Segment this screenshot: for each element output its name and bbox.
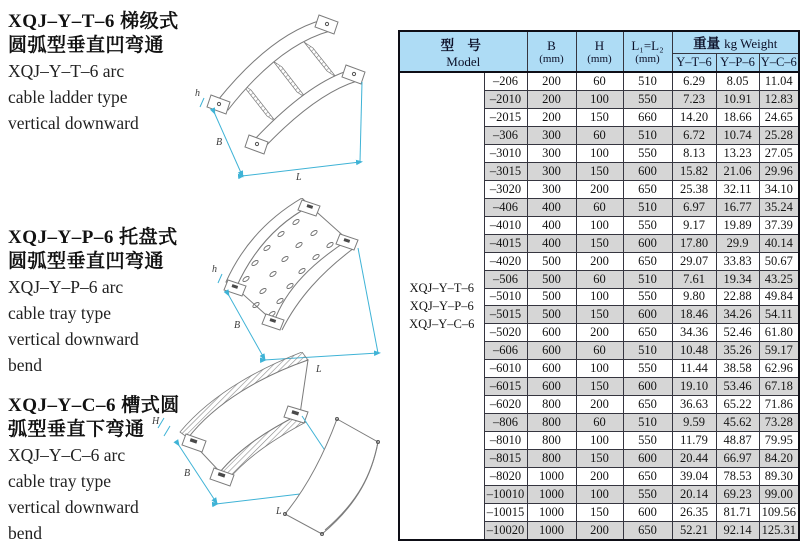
value-cell: 200	[576, 521, 623, 540]
section-title-en: cable tray type	[8, 303, 112, 323]
model-cell: –2015	[484, 108, 527, 126]
value-cell: 100	[576, 144, 623, 162]
section-title-en: XQJ–Y–T–6 arc	[8, 61, 125, 81]
model-cell: –406	[484, 198, 527, 216]
value-cell: 12.83	[759, 91, 799, 109]
value-cell: 600	[623, 450, 672, 468]
value-cell: 10.48	[672, 342, 716, 360]
value-cell: 9.17	[672, 216, 716, 234]
value-cell: 600	[527, 378, 576, 396]
value-cell: 29.96	[759, 162, 799, 180]
dim-label-b: B	[234, 320, 241, 331]
header-weight-zh: 重量	[693, 36, 721, 51]
value-cell: 18.66	[716, 108, 759, 126]
model-group-line: XQJ–Y–P–6	[409, 299, 474, 313]
section-title-en: XQJ–Y–P–6 arc	[8, 277, 124, 297]
section-title-zh: XQJ–Y–P–6 托盘式	[8, 227, 178, 248]
value-cell: 600	[623, 306, 672, 324]
value-cell: 500	[527, 252, 576, 270]
value-cell: 49.84	[759, 288, 799, 306]
cover-panel	[285, 419, 378, 534]
value-cell: 300	[527, 162, 576, 180]
value-cell: 650	[623, 468, 672, 486]
value-cell: 69.23	[716, 485, 759, 503]
model-cell: –10010	[484, 485, 527, 503]
value-cell: 18.46	[672, 306, 716, 324]
value-cell: 7.23	[672, 91, 716, 109]
section-title-en: cable tray type	[8, 471, 112, 491]
model-cell: –6010	[484, 360, 527, 378]
header-l: L₁=L₂ (mm)	[623, 31, 672, 72]
value-cell: 53.46	[716, 378, 759, 396]
value-cell: 34.26	[716, 306, 759, 324]
value-cell: 62.96	[759, 360, 799, 378]
value-cell: 100	[576, 485, 623, 503]
value-cell: 99.00	[759, 485, 799, 503]
value-cell: 10.74	[716, 126, 759, 144]
value-cell: 510	[623, 126, 672, 144]
value-cell: 20.14	[672, 485, 716, 503]
value-cell: 25.38	[672, 180, 716, 198]
model-cell: –10020	[484, 521, 527, 540]
value-cell: 6.97	[672, 198, 716, 216]
value-cell: 200	[576, 252, 623, 270]
value-cell: 11.44	[672, 360, 716, 378]
value-cell: 500	[527, 270, 576, 288]
value-cell: 60	[576, 342, 623, 360]
dimension-guide	[360, 82, 362, 162]
value-cell: 1000	[527, 503, 576, 521]
value-cell: 800	[527, 432, 576, 450]
value-cell: 600	[623, 234, 672, 252]
value-cell: 34.36	[672, 324, 716, 342]
value-cell: 125.31	[759, 521, 799, 540]
value-cell: 600	[623, 503, 672, 521]
value-cell: 17.80	[672, 234, 716, 252]
value-cell: 61.80	[759, 324, 799, 342]
value-cell: 550	[623, 144, 672, 162]
model-cell: –2010	[484, 91, 527, 109]
value-cell: 300	[527, 126, 576, 144]
section-title-zh: 圆弧型垂直凹弯通	[8, 251, 165, 272]
value-cell: 200	[576, 324, 623, 342]
header-yt6: Y–T–6	[672, 54, 716, 73]
model-group-line: XQJ–Y–C–6	[409, 317, 475, 331]
value-cell: 550	[623, 360, 672, 378]
value-cell: 1000	[527, 521, 576, 540]
value-cell: 15.82	[672, 162, 716, 180]
section-title-en: XQJ–Y–C–6 arc	[8, 445, 126, 465]
value-cell: 600	[623, 378, 672, 396]
value-cell: 32.11	[716, 180, 759, 198]
value-cell: 66.97	[716, 450, 759, 468]
product-section-t6	[8, 10, 203, 136]
value-cell: 100	[576, 360, 623, 378]
value-cell: 25.28	[759, 126, 799, 144]
value-cell: 19.10	[672, 378, 716, 396]
spec-table	[398, 30, 800, 541]
section-title-zh: 弧型垂直下弯通	[8, 419, 145, 440]
header-h: H (mm)	[576, 31, 623, 72]
value-cell: 650	[623, 324, 672, 342]
value-cell: 60	[576, 270, 623, 288]
model-cell: –4010	[484, 216, 527, 234]
value-cell: 92.14	[716, 521, 759, 540]
header-b: B (mm)	[527, 31, 576, 72]
ladder-rung	[304, 42, 336, 77]
value-cell: 400	[527, 198, 576, 216]
model-cell: –6015	[484, 378, 527, 396]
section-title-en: vertical downward	[8, 329, 139, 349]
ladder-arc-diagram	[190, 14, 396, 200]
value-cell: 11.79	[672, 432, 716, 450]
value-cell: 67.18	[759, 378, 799, 396]
value-cell: 33.83	[716, 252, 759, 270]
header-weight	[672, 31, 799, 54]
model-cell: –3015	[484, 162, 527, 180]
value-cell: 59.17	[759, 342, 799, 360]
value-cell: 40.14	[759, 234, 799, 252]
value-cell: 29.9	[716, 234, 759, 252]
dim-label-h: h	[195, 88, 200, 99]
value-cell: 84.20	[759, 450, 799, 468]
header-weight-en: kg Weight	[724, 36, 778, 51]
ladder-near-rail	[254, 70, 357, 150]
value-cell: 52.21	[672, 521, 716, 540]
section-title-en: cable ladder type	[8, 87, 128, 107]
value-cell: 13.23	[716, 144, 759, 162]
section-title-en: bend	[8, 523, 43, 543]
spec-table-header	[399, 31, 799, 72]
value-cell: 150	[576, 234, 623, 252]
value-cell: 150	[576, 378, 623, 396]
value-cell: 38.58	[716, 360, 759, 378]
value-cell: 300	[527, 180, 576, 198]
value-cell: 150	[576, 108, 623, 126]
value-cell: 400	[527, 234, 576, 252]
model-cell: –6020	[484, 396, 527, 414]
value-cell: 100	[576, 432, 623, 450]
model-cell: –606	[484, 342, 527, 360]
value-cell: 7.61	[672, 270, 716, 288]
value-cell: 34.10	[759, 180, 799, 198]
value-cell: 600	[623, 162, 672, 180]
model-cell: –5010	[484, 288, 527, 306]
value-cell: 800	[527, 414, 576, 432]
value-cell: 650	[623, 180, 672, 198]
value-cell: 60	[576, 126, 623, 144]
value-cell: 16.77	[716, 198, 759, 216]
channel-arc-diagram	[150, 352, 398, 552]
header-model-en: Model	[446, 53, 481, 69]
value-cell: 24.65	[759, 108, 799, 126]
value-cell: 8.05	[716, 72, 759, 91]
value-cell: 200	[527, 108, 576, 126]
value-cell: 650	[623, 252, 672, 270]
value-cell: 200	[576, 396, 623, 414]
value-cell: 550	[623, 432, 672, 450]
value-cell: 45.62	[716, 414, 759, 432]
value-cell: 1000	[527, 468, 576, 486]
model-cell: –4020	[484, 252, 527, 270]
section-title-zh: XQJ–Y–T–6 梯级式	[8, 11, 179, 32]
value-cell: 600	[527, 360, 576, 378]
dim-label-b: B	[216, 137, 223, 148]
value-cell: 6.29	[672, 72, 716, 91]
value-cell: 20.44	[672, 450, 716, 468]
value-cell: 400	[527, 216, 576, 234]
dimension-tick	[200, 98, 204, 107]
value-cell: 29.07	[672, 252, 716, 270]
value-cell: 510	[623, 270, 672, 288]
value-cell: 150	[576, 450, 623, 468]
value-cell: 36.63	[672, 396, 716, 414]
value-cell: 550	[623, 216, 672, 234]
value-cell: 48.87	[716, 432, 759, 450]
model-cell: –8015	[484, 450, 527, 468]
header-model-zh: 型 号	[440, 37, 486, 53]
value-cell: 200	[527, 91, 576, 109]
value-cell: 150	[576, 162, 623, 180]
value-cell: 109.56	[759, 503, 799, 521]
value-cell: 35.26	[716, 342, 759, 360]
value-cell: 19.89	[716, 216, 759, 234]
value-cell: 510	[623, 414, 672, 432]
value-cell: 600	[527, 342, 576, 360]
value-cell: 52.46	[716, 324, 759, 342]
value-cell: 35.24	[759, 198, 799, 216]
model-cell: –306	[484, 126, 527, 144]
value-cell: 650	[623, 521, 672, 540]
value-cell: 71.86	[759, 396, 799, 414]
value-cell: 19.34	[716, 270, 759, 288]
model-cell: –5015	[484, 306, 527, 324]
dim-label-h: h	[212, 264, 217, 275]
value-cell: 150	[576, 503, 623, 521]
header-yc6: Y–C–6	[759, 54, 799, 73]
value-cell: 300	[527, 144, 576, 162]
value-cell: 60	[576, 72, 623, 91]
section-title-en: vertical downward	[8, 113, 139, 133]
value-cell: 510	[623, 342, 672, 360]
value-cell: 26.35	[672, 503, 716, 521]
model-cell: –3020	[484, 180, 527, 198]
dim-label-l: L	[296, 172, 302, 183]
value-cell: 1000	[527, 485, 576, 503]
value-cell: 100	[576, 216, 623, 234]
dim-label-l: L	[276, 506, 282, 517]
section-title-en: bend	[8, 355, 43, 375]
value-cell: 73.28	[759, 414, 799, 432]
dimension-tick	[164, 426, 170, 436]
value-cell: 22.88	[716, 288, 759, 306]
model-cell: –4015	[484, 234, 527, 252]
value-cell: 39.04	[672, 468, 716, 486]
model-cell: –10015	[484, 503, 527, 521]
ladder-rung	[273, 61, 306, 98]
value-cell: 89.30	[759, 468, 799, 486]
header-model	[399, 31, 527, 72]
value-cell: 8.13	[672, 144, 716, 162]
value-cell: 100	[576, 288, 623, 306]
dimension-guide	[358, 248, 378, 353]
value-cell: 81.71	[716, 503, 759, 521]
value-cell: 10.91	[716, 91, 759, 109]
value-cell: 550	[623, 91, 672, 109]
value-cell: 150	[576, 306, 623, 324]
value-cell: 500	[527, 288, 576, 306]
value-cell: 800	[527, 396, 576, 414]
value-cell: 37.39	[759, 216, 799, 234]
value-cell: 600	[527, 324, 576, 342]
model-group-line: XQJ–Y–T–6	[409, 281, 475, 295]
value-cell: 43.25	[759, 270, 799, 288]
model-group-cell	[399, 72, 484, 540]
value-cell: 14.20	[672, 108, 716, 126]
header-yp6: Y–P–6	[716, 54, 759, 73]
value-cell: 50.67	[759, 252, 799, 270]
value-cell: 6.72	[672, 126, 716, 144]
model-cell: –206	[484, 72, 527, 91]
spec-table-body	[399, 72, 799, 540]
dim-label-b: B	[184, 468, 191, 479]
model-cell: –506	[484, 270, 527, 288]
value-cell: 78.53	[716, 468, 759, 486]
dimension-tick	[218, 274, 222, 283]
value-cell: 79.95	[759, 432, 799, 450]
value-cell: 27.05	[759, 144, 799, 162]
model-cell: –5020	[484, 324, 527, 342]
value-cell: 200	[527, 72, 576, 91]
model-cell: –8010	[484, 432, 527, 450]
value-cell: 200	[576, 180, 623, 198]
value-cell: 550	[623, 288, 672, 306]
dim-label-l: L	[316, 364, 322, 375]
value-cell: 510	[623, 198, 672, 216]
value-cell: 550	[623, 485, 672, 503]
value-cell: 60	[576, 414, 623, 432]
model-cell: –806	[484, 414, 527, 432]
value-cell: 54.11	[759, 306, 799, 324]
dim-label-h: H	[152, 416, 160, 427]
value-cell: 200	[576, 468, 623, 486]
value-cell: 9.80	[672, 288, 716, 306]
value-cell: 100	[576, 91, 623, 109]
tray-surface	[236, 206, 348, 322]
value-cell: 65.22	[716, 396, 759, 414]
value-cell: 21.06	[716, 162, 759, 180]
value-cell: 650	[623, 396, 672, 414]
value-cell: 510	[623, 72, 672, 91]
model-cell: –8020	[484, 468, 527, 486]
value-cell: 500	[527, 306, 576, 324]
section-title-en: vertical downward	[8, 497, 139, 517]
section-title-zh: 圆弧型垂直凹弯通	[8, 35, 165, 56]
value-cell: 11.04	[759, 72, 799, 91]
value-cell: 9.59	[672, 414, 716, 432]
value-cell: 660	[623, 108, 672, 126]
section-title-zh: XQJ–Y–C–6 槽式圆	[8, 395, 180, 416]
value-cell: 60	[576, 198, 623, 216]
table-row	[399, 72, 799, 91]
ladder-rung	[242, 84, 276, 122]
value-cell: 800	[527, 450, 576, 468]
model-cell: –3010	[484, 144, 527, 162]
